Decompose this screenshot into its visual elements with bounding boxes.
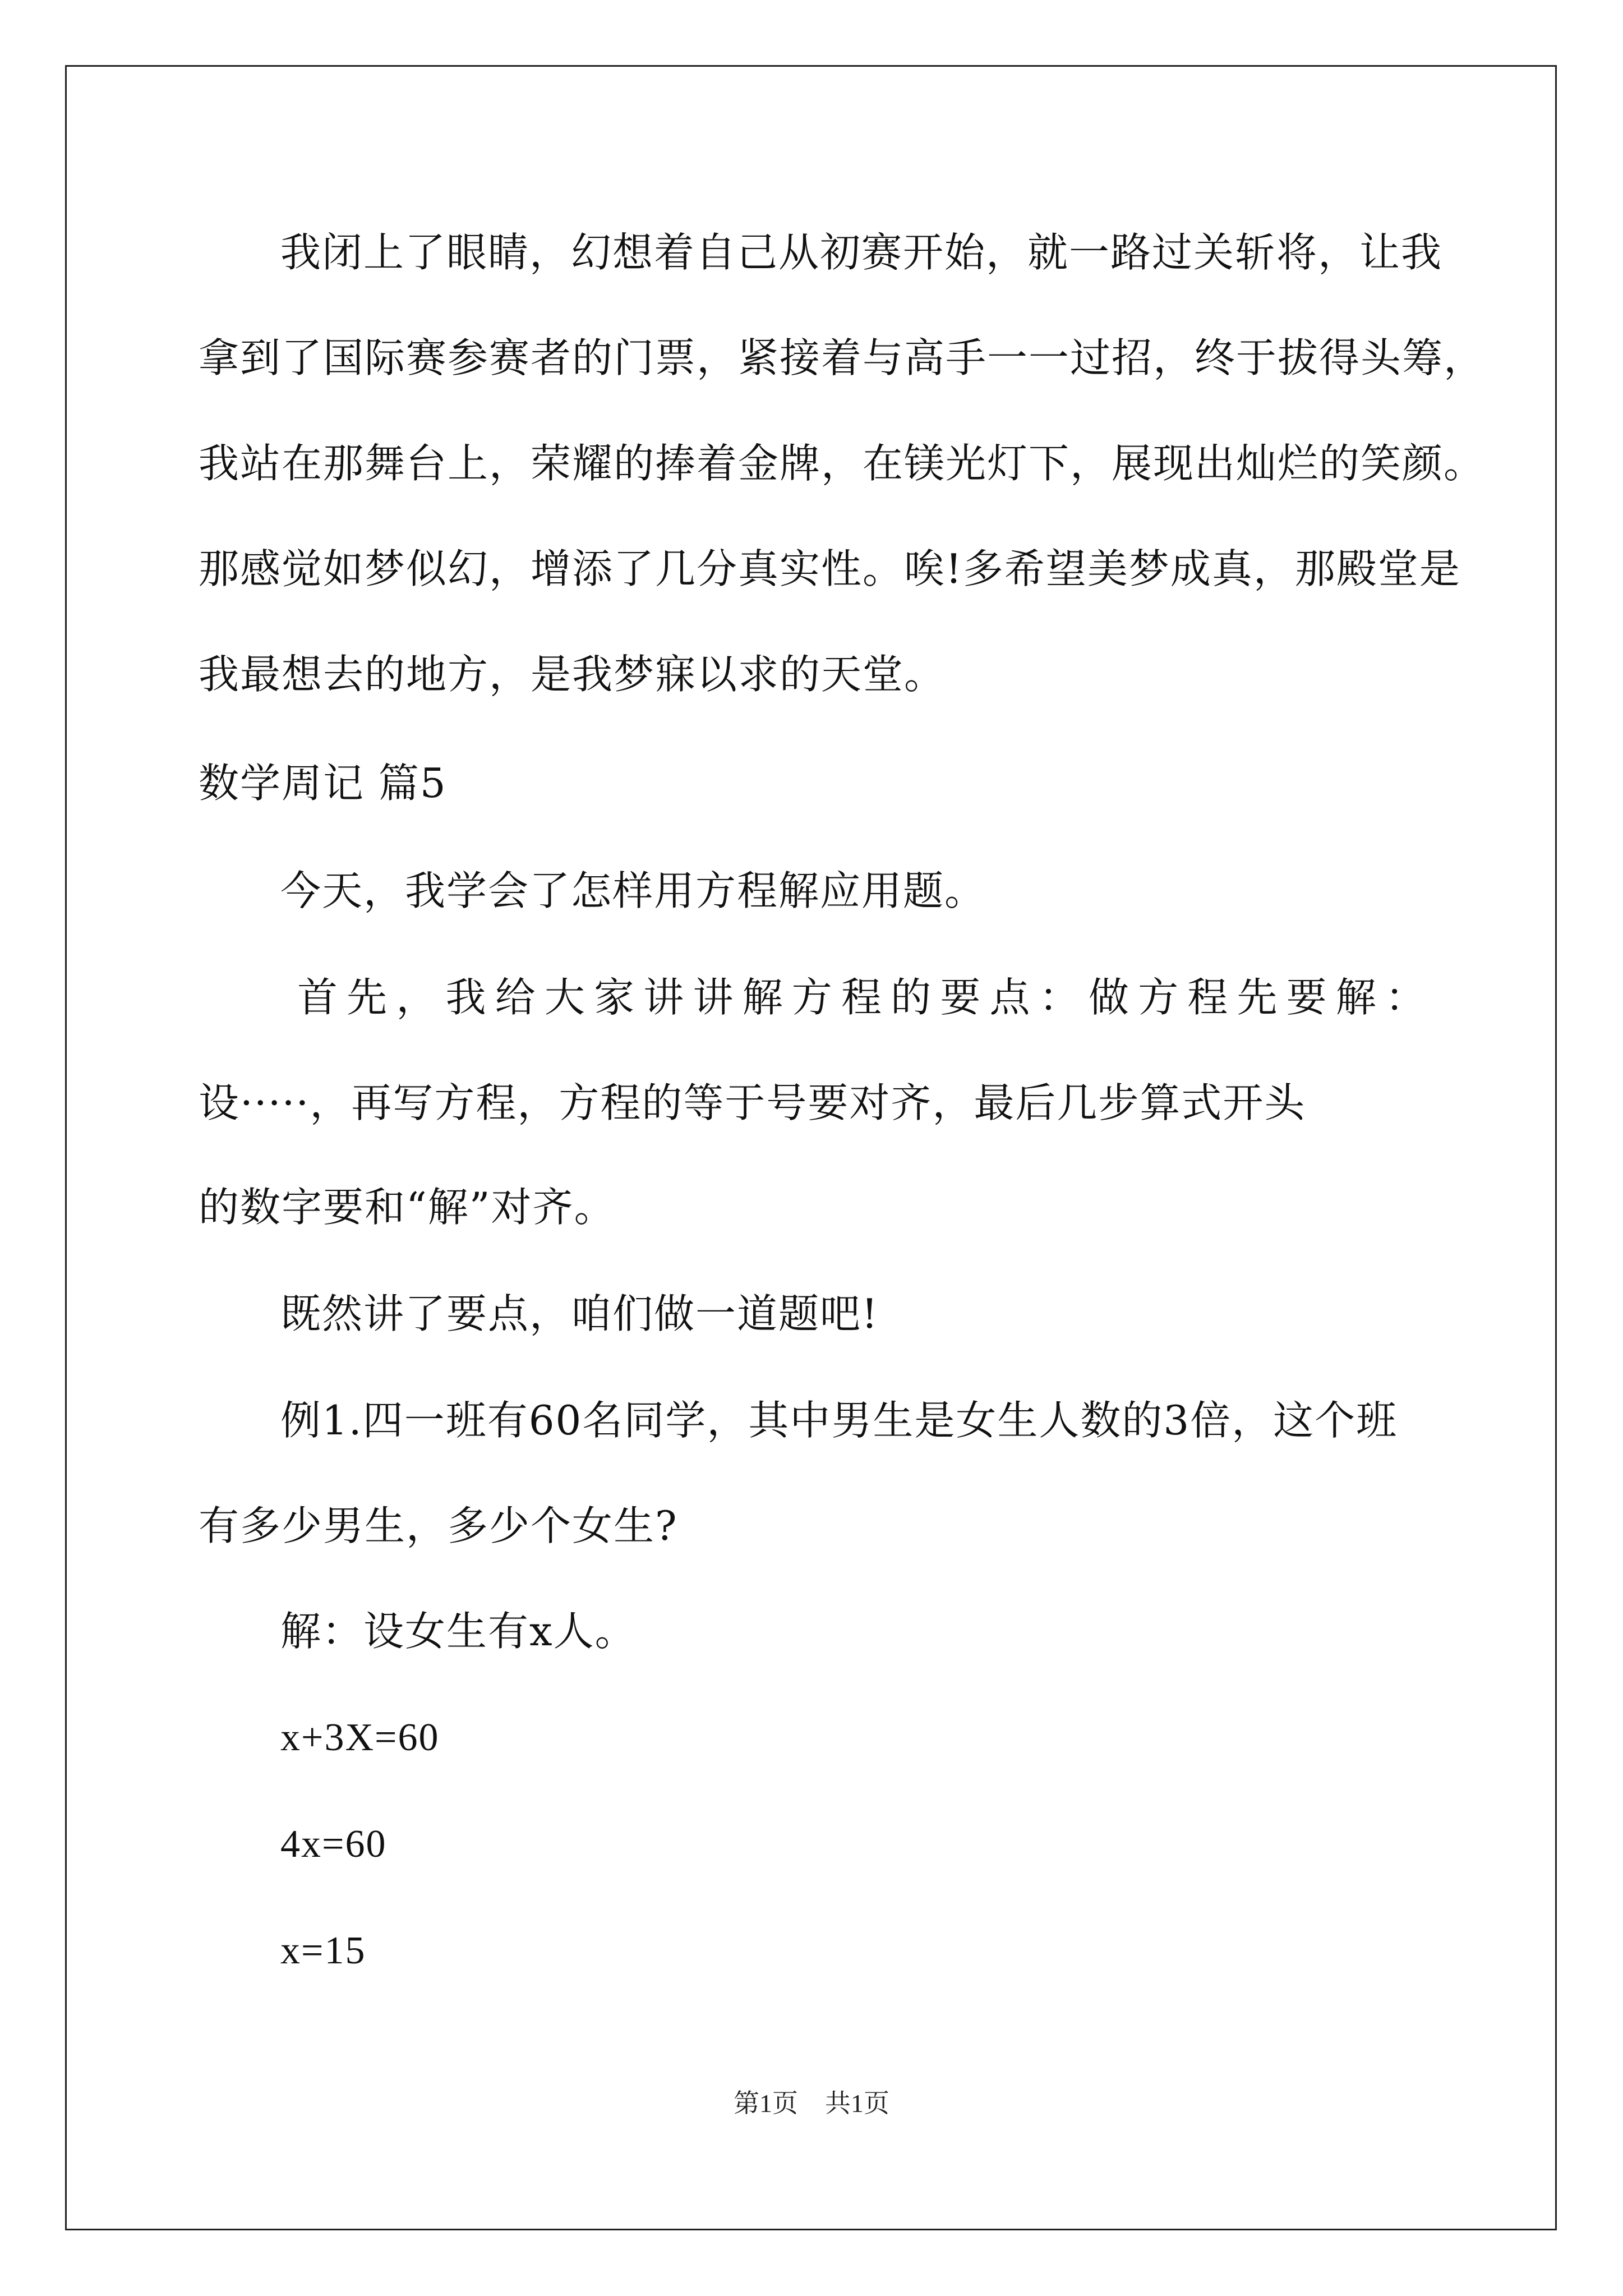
equation-step-1: x+3X=60 bbox=[280, 1716, 440, 1759]
transition-line: 既然讲了要点，咱们做一道题吧! bbox=[280, 1290, 879, 1337]
intro-line: 今天，我学会了怎样用方程解应用题。 bbox=[280, 867, 986, 914]
page-footer bbox=[0, 2088, 1623, 2119]
page-frame bbox=[65, 65, 1557, 2230]
equation-step-2: 4x=60 bbox=[280, 1823, 387, 1866]
points-line-3: 的数字要和“解”对齐。 bbox=[199, 1184, 616, 1231]
example-line-1: 例1.四一班有60名同学，其中男生是女生人数的3倍，这个班 bbox=[280, 1397, 1398, 1444]
points-line-2: 设·····，再写方程，方程的等于号要对齐，最后几步算式开头 bbox=[199, 1079, 1306, 1126]
page-total-label: 共1页 bbox=[825, 2089, 889, 2118]
paragraph-line-1: 我闭上了眼睛，幻想着自己从初赛开始，就一路过关斩将，让我 bbox=[280, 229, 1443, 276]
paragraph-line-2: 拿到了国际赛参赛者的门票，紧接着与高手一一过招，终于拔得头筹， bbox=[199, 334, 1486, 381]
paragraph-line-5: 我最想去的地方，是我梦寐以求的天堂。 bbox=[199, 651, 946, 698]
paragraph-line-3: 我站在那舞台上，荣耀的捧着金牌，在镁光灯下，展现出灿烂的笑颜。 bbox=[199, 440, 1486, 487]
page-number-label: 第1页 bbox=[734, 2089, 798, 2118]
solution-setup: 解：设女生有x人。 bbox=[280, 1608, 637, 1655]
example-line-2: 有多少男生，多少个女生? bbox=[199, 1502, 678, 1549]
section-heading: 数学周记 篇5 bbox=[199, 760, 447, 807]
equation-step-3: x=15 bbox=[280, 1929, 366, 1972]
paragraph-line-4: 那感觉如梦似幻，增添了几分真实性。唉!多希望美梦成真，那殿堂是 bbox=[199, 545, 1461, 592]
points-line-1: 首先，我给大家讲讲解方程的要点：做方程先要解： bbox=[297, 974, 1427, 1021]
